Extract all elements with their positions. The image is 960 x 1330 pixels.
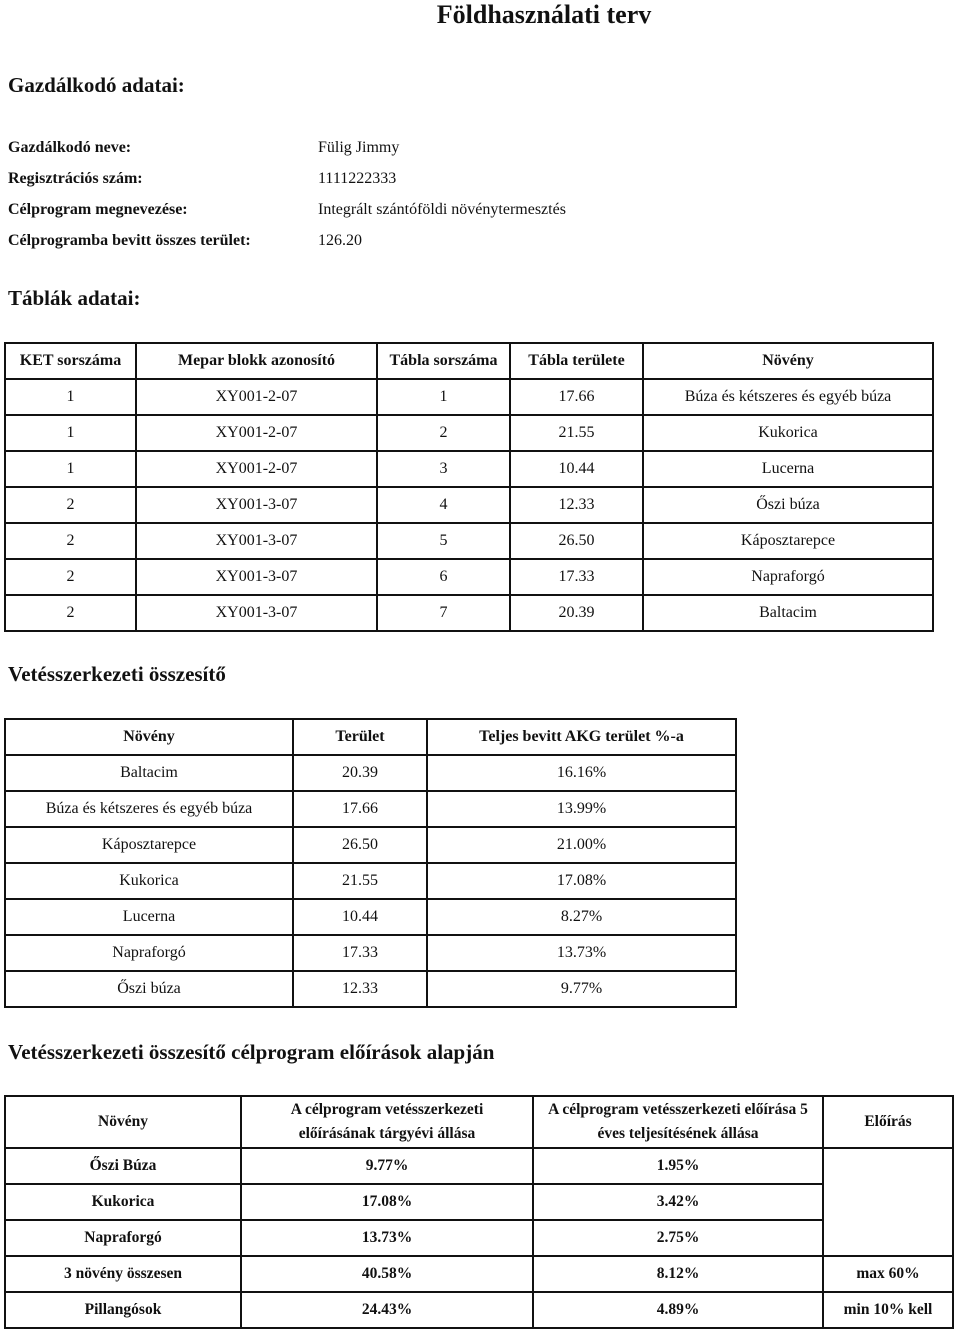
cell-mepar: XY001-3-07 <box>136 487 377 523</box>
col-crop: Növény <box>5 719 293 755</box>
cell-table-no: 2 <box>377 415 510 451</box>
farmer-label: Gazdálkodó neve: <box>8 138 132 156</box>
fields-heading: Táblák adatai: <box>8 286 141 310</box>
col-percent: Teljes bevitt AKG terület %-a <box>427 719 736 755</box>
col-five-year: A célprogram vetésszerkezeti előírása 5 éves teljesítésének állása <box>533 1096 823 1148</box>
cell-crop: Baltacim <box>643 595 933 631</box>
cell-crop: Káposztarepce <box>643 523 933 559</box>
cell-crop: Őszi búza <box>5 971 293 1007</box>
farmer-row <box>8 132 708 163</box>
cell-crop: Őszi Búza <box>5 1148 241 1184</box>
farmer-heading: Gazdálkodó adatai: <box>8 73 185 97</box>
farmer-row <box>8 225 708 256</box>
col-requirement: Előírás <box>823 1096 953 1148</box>
cell-mepar: XY001-3-07 <box>136 559 377 595</box>
table-row <box>5 487 933 523</box>
cell-area: 26.50 <box>293 827 427 863</box>
cell-current-year: 17.08% <box>241 1184 533 1220</box>
cell-table-area: 10.44 <box>510 451 643 487</box>
farmer-value: Integrált szántóföldi növénytermesztés <box>318 200 566 218</box>
cell-area: 20.39 <box>293 755 427 791</box>
cell-five-year: 1.95% <box>533 1148 823 1184</box>
col-ket: KET sorszáma <box>5 343 136 379</box>
col-table-no: Tábla sorszáma <box>377 343 510 379</box>
cell-table-area: 12.33 <box>510 487 643 523</box>
summary-table <box>4 718 737 1008</box>
farmer-row <box>8 194 708 225</box>
cell-table-area: 26.50 <box>510 523 643 559</box>
cell-five-year: 8.12% <box>533 1256 823 1292</box>
cell-mepar: XY001-2-07 <box>136 451 377 487</box>
col-current-year: A célprogram vetésszerkezeti előírásának tárgyévi állása <box>241 1096 533 1148</box>
cell-mepar: XY001-3-07 <box>136 523 377 559</box>
cell-requirement: min 10% kell <box>823 1292 953 1328</box>
cell-crop: Lucerna <box>643 451 933 487</box>
table-row <box>5 1184 953 1220</box>
cell-crop: 3 növény összesen <box>5 1256 241 1292</box>
farmer-value: 1111222333 <box>318 169 397 187</box>
cell-area: 10.44 <box>293 899 427 935</box>
cell-mepar: XY001-2-07 <box>136 415 377 451</box>
cell-requirement: max 60% <box>823 1256 953 1292</box>
cell-crop: Kukorica <box>5 863 293 899</box>
cell-crop: Napraforgó <box>5 1220 241 1256</box>
farmer-label: Célprogram megnevezése: <box>8 200 188 218</box>
cell-mepar: XY001-2-07 <box>136 379 377 415</box>
cell-crop: Búza és kétszeres és egyéb búza <box>5 791 293 827</box>
cell-percent: 13.99% <box>427 791 736 827</box>
table-row <box>5 451 933 487</box>
summary-heading: Vetésszerkezeti összesítő <box>8 662 226 686</box>
cell-ket: 2 <box>5 523 136 559</box>
program-heading: Vetésszerkezeti összesítő célprogram előírások alapján <box>8 1040 495 1064</box>
table-row <box>5 415 933 451</box>
cell-crop: Káposztarepce <box>5 827 293 863</box>
col-area: Terület <box>293 719 427 755</box>
cell-table-no: 7 <box>377 595 510 631</box>
cell-percent: 17.08% <box>427 863 736 899</box>
cell-area: 17.66 <box>293 791 427 827</box>
farmer-details <box>8 132 708 256</box>
document-title: Földhasználati terv <box>436 0 652 29</box>
cell-current-year: 24.43% <box>241 1292 533 1328</box>
cell-requirement <box>823 1148 953 1256</box>
cell-area: 21.55 <box>293 863 427 899</box>
cell-current-year: 13.73% <box>241 1220 533 1256</box>
table-row <box>5 755 736 791</box>
cell-current-year: 40.58% <box>241 1256 533 1292</box>
table-row <box>5 1292 953 1328</box>
table-row <box>5 1148 953 1184</box>
cell-table-area: 17.66 <box>510 379 643 415</box>
farmer-value: Fülig Jimmy <box>318 138 400 156</box>
table-row <box>5 791 736 827</box>
cell-ket: 2 <box>5 487 136 523</box>
cell-five-year: 2.75% <box>533 1220 823 1256</box>
cell-table-no: 5 <box>377 523 510 559</box>
cell-percent: 16.16% <box>427 755 736 791</box>
cell-five-year: 3.42% <box>533 1184 823 1220</box>
col-table-area: Tábla területe <box>510 343 643 379</box>
cell-area: 17.33 <box>293 935 427 971</box>
fields-header-row <box>5 343 933 379</box>
cell-ket: 1 <box>5 379 136 415</box>
table-row <box>5 899 736 935</box>
farmer-label: Regisztrációs szám: <box>8 169 143 187</box>
cell-percent: 21.00% <box>427 827 736 863</box>
farmer-row <box>8 163 708 194</box>
cell-table-area: 20.39 <box>510 595 643 631</box>
cell-percent: 8.27% <box>427 899 736 935</box>
table-row <box>5 1220 953 1256</box>
cell-crop: Kukorica <box>5 1184 241 1220</box>
farmer-value: 126.20 <box>318 231 362 249</box>
cell-ket: 2 <box>5 559 136 595</box>
cell-ket: 1 <box>5 415 136 451</box>
cell-crop: Pillangósok <box>5 1292 241 1328</box>
cell-percent: 9.77% <box>427 971 736 1007</box>
col-crop: Növény <box>5 1096 241 1148</box>
cell-table-no: 1 <box>377 379 510 415</box>
fields-table <box>4 342 934 632</box>
cell-table-area: 21.55 <box>510 415 643 451</box>
cell-crop: Búza és kétszeres és egyéb búza <box>643 379 933 415</box>
cell-crop: Őszi búza <box>643 487 933 523</box>
cell-crop: Baltacim <box>5 755 293 791</box>
table-row <box>5 595 933 631</box>
table-row <box>5 559 933 595</box>
cell-area: 12.33 <box>293 971 427 1007</box>
cell-ket: 2 <box>5 595 136 631</box>
col-mepar: Mepar blokk azonosító <box>136 343 377 379</box>
cell-table-no: 3 <box>377 451 510 487</box>
table-row <box>5 863 736 899</box>
summary-header-row <box>5 719 736 755</box>
cell-table-no: 6 <box>377 559 510 595</box>
cell-mepar: XY001-3-07 <box>136 595 377 631</box>
cell-crop: Napraforgó <box>643 559 933 595</box>
cell-current-year: 9.77% <box>241 1148 533 1184</box>
farmer-label: Célprogramba bevitt összes terület: <box>8 231 251 249</box>
table-row <box>5 523 933 559</box>
cell-percent: 13.73% <box>427 935 736 971</box>
col-crop: Növény <box>643 343 933 379</box>
cell-crop: Napraforgó <box>5 935 293 971</box>
table-row <box>5 971 736 1007</box>
table-row <box>5 827 736 863</box>
cell-crop: Kukorica <box>643 415 933 451</box>
cell-table-no: 4 <box>377 487 510 523</box>
program-table <box>4 1095 954 1329</box>
cell-table-area: 17.33 <box>510 559 643 595</box>
table-row <box>5 379 933 415</box>
table-row <box>5 1256 953 1292</box>
program-header-row <box>5 1096 953 1148</box>
cell-crop: Lucerna <box>5 899 293 935</box>
table-row <box>5 935 736 971</box>
cell-ket: 1 <box>5 451 136 487</box>
cell-five-year: 4.89% <box>533 1292 823 1328</box>
